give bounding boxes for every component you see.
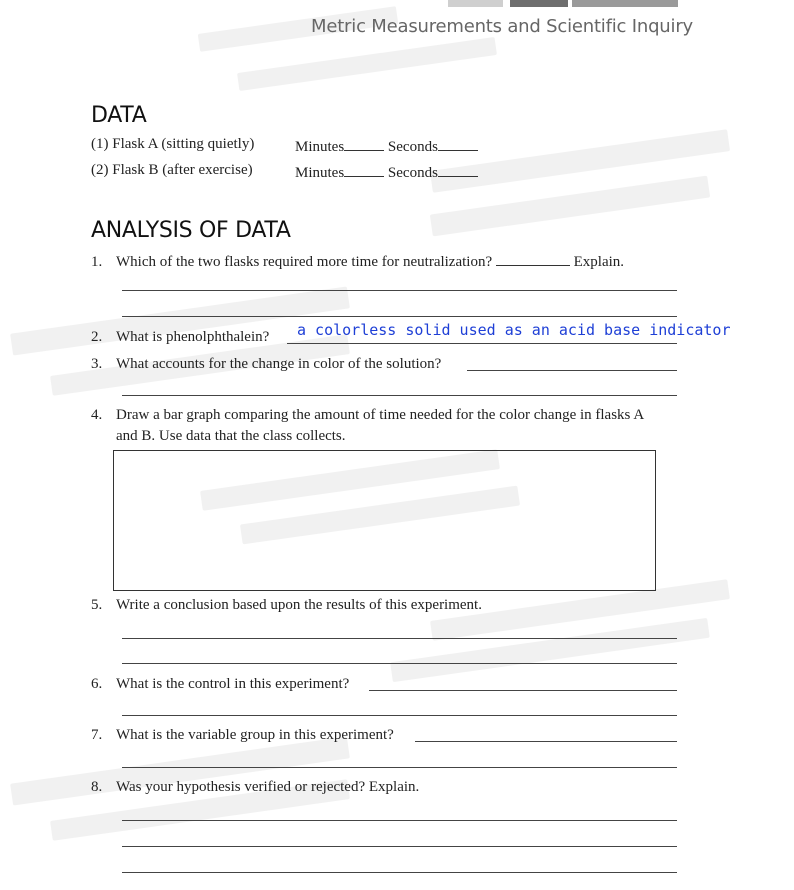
question-number: 6. <box>91 676 103 692</box>
question-number: 8. <box>91 779 103 795</box>
answer-line[interactable] <box>122 290 677 291</box>
question-number: 3. <box>91 356 103 372</box>
data-heading: DATA <box>91 103 147 128</box>
question-text: Write a conclusion based upon the results of this experiment. <box>116 597 482 613</box>
question-3 <box>91 356 441 373</box>
data-row-label: (1) Flask A (sitting quietly) <box>91 136 255 152</box>
data-row-label: (2) Flask B (after exercise) <box>91 162 253 178</box>
answer-line[interactable] <box>122 846 677 847</box>
data-row-flask-a <box>91 136 254 153</box>
question-text: Which of the two flasks required more time for neutralization? <box>116 254 493 270</box>
bar-graph-drawing-area[interactable] <box>113 450 656 591</box>
answer-line[interactable] <box>122 767 677 768</box>
answer-line[interactable] <box>122 395 677 396</box>
scan-smear <box>237 37 497 91</box>
question-number: 2. <box>91 329 103 345</box>
question-number: 4. <box>91 407 103 423</box>
question-number: 5. <box>91 597 103 613</box>
question-6 <box>91 676 349 693</box>
question-8 <box>91 779 419 796</box>
answer-line[interactable] <box>415 741 677 742</box>
question-2 <box>91 329 269 346</box>
question-text: What accounts for the change in color of the solution? <box>116 356 442 372</box>
question-4-line-2: and B. Use data that the class collects. <box>116 428 346 444</box>
answer-line[interactable] <box>287 343 677 344</box>
header-image-strip <box>448 0 678 7</box>
minutes-label: Minutes <box>295 165 345 181</box>
answer-line[interactable] <box>467 370 677 371</box>
minutes-blank[interactable] <box>344 162 384 177</box>
seconds-label: Seconds <box>387 139 438 155</box>
seconds-label: Seconds <box>387 165 438 181</box>
question-text: Draw a bar graph comparing the amount of time needed for the color change in flasks A <box>116 407 645 423</box>
question-suffix: Explain. <box>573 254 625 270</box>
answer-line[interactable] <box>122 820 677 821</box>
typed-answer-phenolphthalein[interactable]: a colorless solid used as an acid base indicator <box>297 321 731 339</box>
question-7 <box>91 727 394 744</box>
seconds-blank[interactable] <box>438 136 478 151</box>
answer-line[interactable] <box>369 690 677 691</box>
data-row-flask-b-times <box>295 162 478 182</box>
question-text: Was your hypothesis verified or rejected? Explain. <box>116 779 420 795</box>
question-text: What is the variable group in this experiment? <box>116 727 394 743</box>
question-text: What is the control in this experiment? <box>116 676 350 692</box>
answer-line[interactable] <box>122 316 677 317</box>
page-header-title: Metric Measurements and Scientific Inquiry <box>311 16 693 37</box>
answer-line[interactable] <box>122 663 677 664</box>
question-4 <box>91 407 644 424</box>
minutes-blank[interactable] <box>344 136 384 151</box>
question-5 <box>91 597 482 614</box>
question-text: What is phenolphthalein? <box>116 329 270 345</box>
question-number: 1. <box>91 254 103 270</box>
seconds-blank[interactable] <box>438 162 478 177</box>
data-row-flask-b <box>91 162 253 179</box>
answer-line[interactable] <box>122 638 677 639</box>
answer-line[interactable] <box>122 715 677 716</box>
answer-line[interactable] <box>122 872 677 873</box>
question-1 <box>91 251 624 271</box>
analysis-heading: ANALYSIS OF DATA <box>91 218 291 243</box>
question-number: 7. <box>91 727 103 743</box>
minutes-label: Minutes <box>295 139 345 155</box>
answer-blank[interactable] <box>496 251 570 266</box>
data-row-flask-a-times <box>295 136 478 156</box>
